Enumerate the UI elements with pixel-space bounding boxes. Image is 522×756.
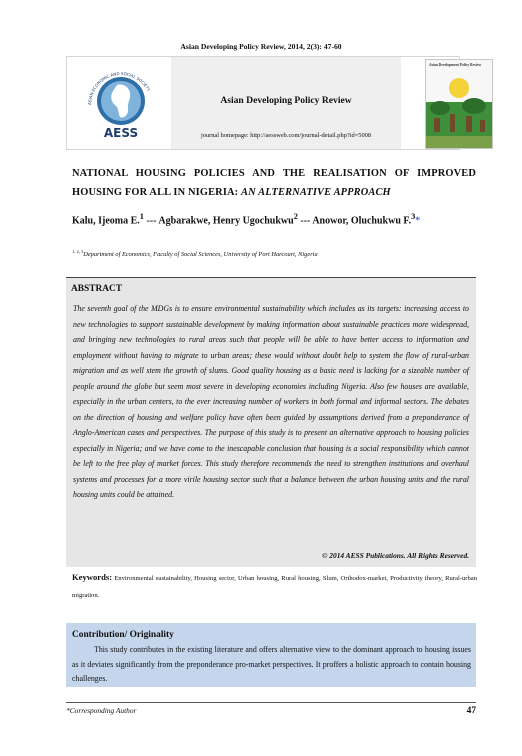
keywords <box>72 569 477 604</box>
contribution-section <box>66 623 476 687</box>
corresponding-author-note: *Corresponding Author <box>66 706 137 715</box>
author-separator: --- <box>143 215 159 227</box>
abstract-heading: ABSTRACT <box>71 284 123 294</box>
page-number: 47 <box>466 706 476 716</box>
journal-banner <box>66 56 482 150</box>
logo-arc-text: ASIAN ECONOMIC AND SOCIAL SOCIETY <box>86 70 152 106</box>
author-3-sup: 3 <box>411 212 416 221</box>
author-3: Anowor, Oluchukwu F. <box>312 215 412 227</box>
paper-title <box>72 164 476 202</box>
aess-logo <box>73 63 169 143</box>
title-italic: AN ALTERNATIVE APPROACH <box>241 187 391 198</box>
affiliation-text: Department of Economics, Faculty of Social Sciences, University of Port Harcourt, Nigeria <box>83 251 318 259</box>
author-2-sup: 2 <box>293 212 298 221</box>
keywords-text: Environmental sustainability, Housing sector, Urban housing, Rural housing, Slum, Orthodox-market, Productivity theory, Rural-urban migration. <box>72 575 477 599</box>
logo-text: AESS <box>103 126 139 140</box>
affiliation <box>72 249 476 258</box>
keywords-label: Keywords: <box>72 572 113 582</box>
copyright-notice: © 2014 AESS Publications. All Rights Reserved. <box>321 551 469 560</box>
author-list <box>72 212 476 226</box>
author-1-sup: 1 <box>139 212 144 221</box>
title-main: NATIONAL HOUSING POLICIES AND THE REALISATION OF IMPROVED HOUSING FOR ALL IN NIGERIA: <box>72 168 476 198</box>
author-1: Kalu, Ijeoma E. <box>72 215 140 227</box>
footer-rule <box>66 702 476 703</box>
journal-homepage-link[interactable]: journal homepage: http://aessweb.com/journal-detail.php?id=5008 <box>200 132 372 139</box>
corresponding-asterisk-link[interactable]: * <box>415 215 421 227</box>
abstract-section <box>66 278 476 567</box>
author-separator: --- <box>297 215 313 227</box>
contribution-heading: Contribution/ Originality <box>72 630 174 640</box>
author-2: Agbarakwe, Henry Ugochukwu <box>158 215 294 227</box>
running-head: Asian Developing Policy Review, 2014, 2(3): 47-60 <box>180 42 342 51</box>
journal-title: Asian Developing Policy Review <box>220 95 352 106</box>
affiliation-sup: 1, 2, 3 <box>72 249 84 254</box>
abstract-body: The seventh goal of the MDGs is to ensure environmental sustainability which includes as its targets: increasing access to new technologies to support sustainable development by making information about sustainable practices more widespread, and bringing new technologies to rural areas such that people will be able to have better access to information and employment without having to migrate to urban areas; these would without doubt help to system the flow of rural-urban migration and as well stem the growth of slums. Good quality housing as a basic need is lacking for a sizeable number of people around the globe but seem most severe in developing economies including Nigeria. Also few houses are available, especially in the urban centers, to the ever increasing number of workers in both formal and informal sectors. The debates on the direction of housing and welfare policy have often been guided by assumptions derived from a preponderance of Anglo-American cases and perspectives. The purpose of this study is to present an alternative approach to housing policies especially in Nigeria; and we have come to the inescapable conclusion that housing is a social responsibility which cannot be left to the free play of market forces. This study therefore recommends the need to strengthen institutions and overhaul systems and processes for a more virile housing sector such that a balance between the urban housing units and the rural housing units could be attained. <box>73 304 469 499</box>
cover-title: Asian Development Policy Review <box>429 63 482 67</box>
journal-cover-image <box>425 59 493 149</box>
banner-center-panel <box>171 57 401 149</box>
contribution-body: This study contributes in the existing literature and offers alternative view to the dominant approach to housing issues as it deviates significantly from the preponderance pro-market perspectives. It proffers a holistic approach to contain housing challenges. <box>72 645 471 683</box>
